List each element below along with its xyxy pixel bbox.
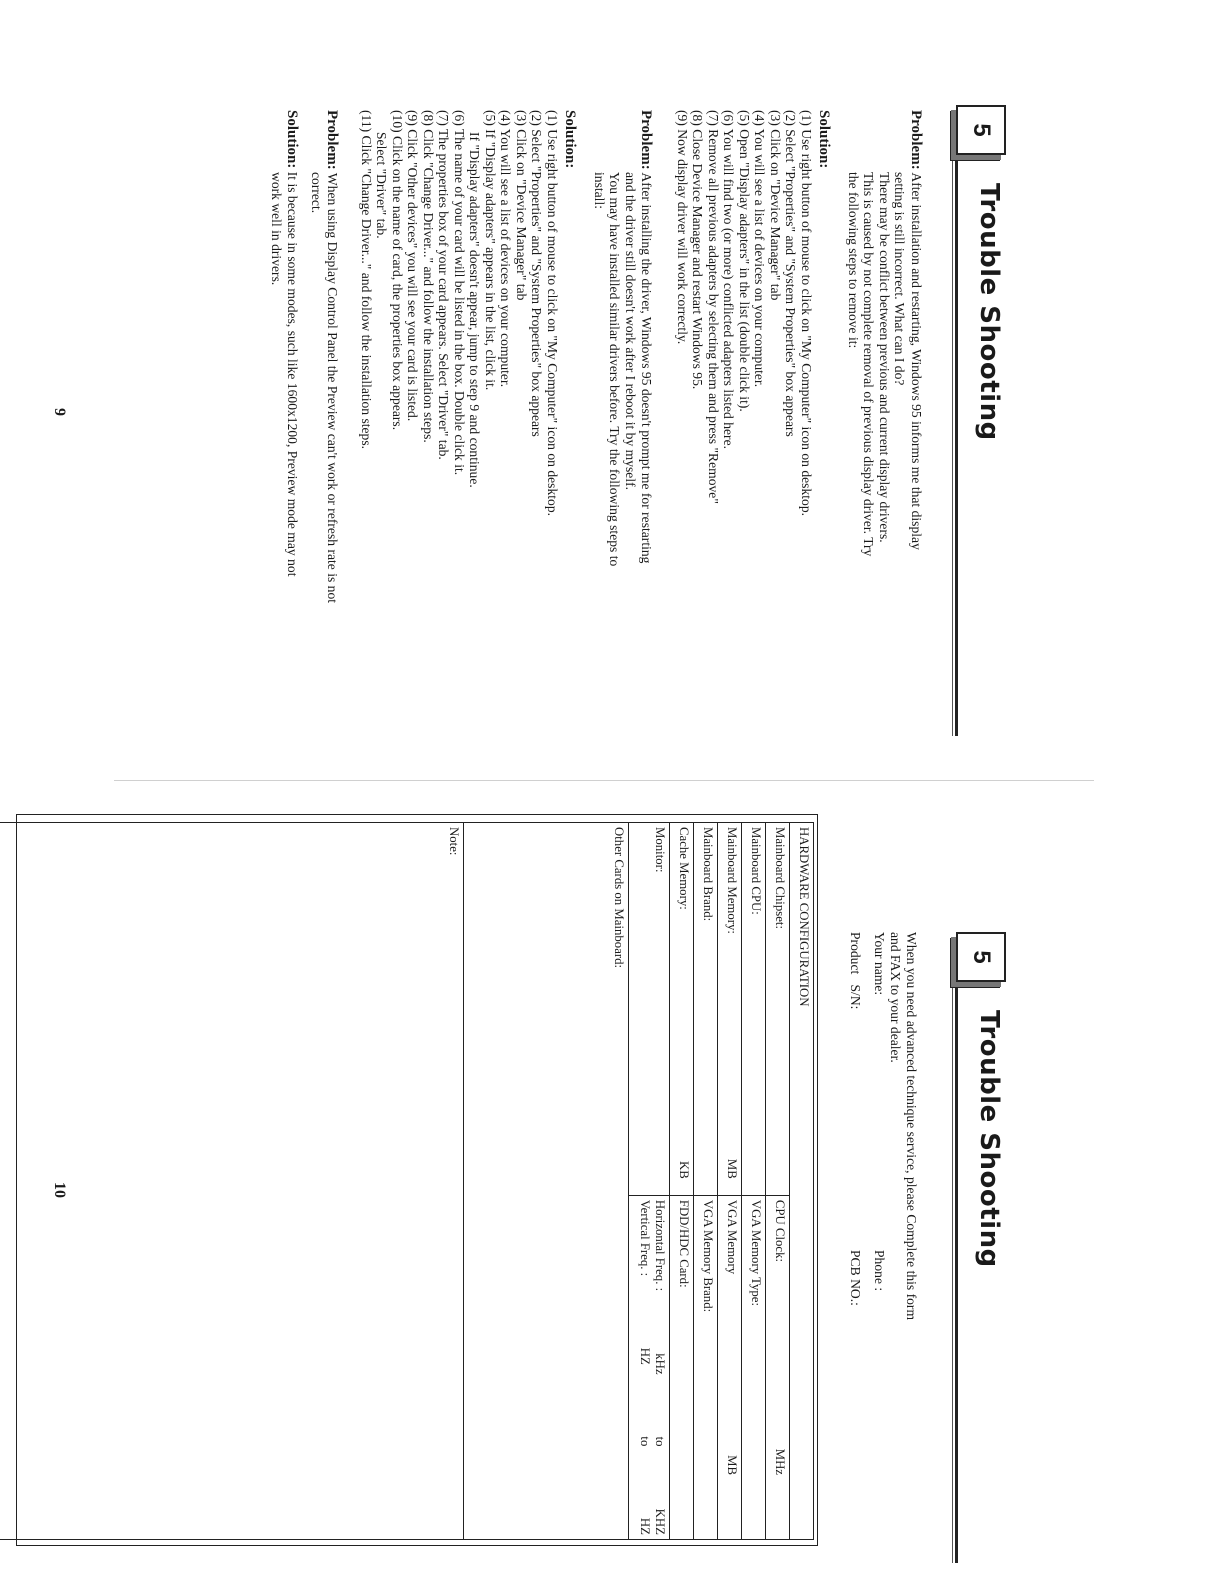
step-line: (5) If "Display adapters" appears in the list, click it. bbox=[483, 110, 498, 391]
vfreq-unit: HZ bbox=[638, 1347, 652, 1365]
step-line: (2) Select "Properties" and "System Properties" box appears bbox=[783, 110, 799, 437]
cpu-clock-cell bbox=[766, 1195, 790, 1539]
to-label: to bbox=[653, 1436, 667, 1447]
header-rule bbox=[955, 161, 958, 736]
phone-label: Phone : bbox=[872, 1250, 887, 1292]
hfreq-label: Horizontal Freq. : bbox=[653, 1199, 667, 1292]
problem-label: Problem: bbox=[908, 110, 924, 170]
step-line: (1) Use right button of mouse to click on "My Computer" icon on desktop. bbox=[799, 110, 814, 517]
chipset-cell bbox=[766, 823, 790, 1196]
cpu-cell bbox=[742, 823, 766, 1196]
cpu-clock-unit: MHz bbox=[773, 1448, 787, 1475]
problem-3-line: correct. bbox=[309, 172, 324, 214]
name-phone-row bbox=[869, 932, 887, 1572]
chapter-title: Trouble Shooting bbox=[974, 1010, 1004, 1268]
solution-1-steps bbox=[675, 110, 815, 750]
page-number: 10 bbox=[51, 1182, 68, 1198]
step-line: (6) You will find two (or more) conflicted adapters listed here. bbox=[721, 110, 737, 449]
step-line: (9) Click "Other devices" you will see your card is listed. bbox=[405, 110, 421, 422]
intro-line: and FAX to your dealer. bbox=[888, 932, 903, 1063]
solution-label: Solution: bbox=[816, 110, 833, 169]
vga-mem-label: VGA Memory bbox=[725, 1199, 739, 1275]
memory-label: Mainboard Memory: bbox=[725, 827, 739, 934]
freq-cell bbox=[629, 1195, 670, 1539]
memory-cell bbox=[718, 823, 742, 1196]
problem-2 bbox=[592, 110, 655, 750]
vga-brand-cell bbox=[694, 1195, 718, 1539]
cache-cell bbox=[670, 823, 694, 1196]
problem-2-line: After installing the driver, Windows 95 doesn't prompt me for restarting bbox=[639, 172, 655, 564]
header-rule bbox=[955, 988, 958, 1563]
table-row bbox=[742, 823, 766, 1540]
problem-1-line: After installation and restarting, Windows 95 informs me that display bbox=[909, 172, 924, 550]
step-line: (3) Click on "Device Manager" tab bbox=[768, 110, 783, 301]
page-number: 9 bbox=[51, 408, 68, 416]
solution-3-line: It is because in some modes, such like 1600x1200, Preview mode may not bbox=[285, 171, 301, 577]
problem-3 bbox=[309, 110, 341, 750]
step-line: (7) Remove all previous adapters by selecting them and press "Remove" bbox=[706, 110, 721, 504]
solution-label: Solution: bbox=[562, 110, 579, 169]
chapter-number-box: 5 bbox=[956, 105, 1006, 155]
vfreq-row bbox=[637, 1200, 652, 1535]
vga-mem-type-label: VGA Memory Type: bbox=[749, 1199, 763, 1307]
fdd-cell bbox=[670, 1195, 694, 1539]
problem-1-line: the following steps to remove it: bbox=[846, 172, 861, 349]
solution-3 bbox=[269, 110, 301, 750]
solution-label: Solution: bbox=[284, 110, 301, 169]
step-line: (7) The properties box of your card appears. Select "Driver" tab. bbox=[436, 110, 452, 460]
hw-title: HARDWARE CONFIGURATION bbox=[790, 823, 814, 1540]
problem-label: Problem: bbox=[638, 110, 655, 170]
step-line: (1) Use right button of mouse to click on "My Computer" icon on desktop. bbox=[545, 110, 560, 517]
table-row bbox=[670, 823, 694, 1540]
problem-2-line: and the driver still doesn't work after I reboot it by myself. bbox=[623, 172, 638, 491]
vfreq-unit-2: HZ bbox=[638, 1517, 652, 1535]
step-line: (9) Now display driver will work correctly. bbox=[675, 110, 690, 345]
step-line: (10) Click on the name of card, the properties box appears. bbox=[390, 110, 405, 431]
table-row bbox=[694, 823, 718, 1540]
vga-mem-type-cell bbox=[742, 1195, 766, 1539]
product-sn-label: Product S/N: bbox=[848, 932, 863, 1010]
hardware-config-table bbox=[0, 822, 814, 1540]
step-line: (8) Click "Change Driver..." and follow the installation steps. bbox=[421, 110, 436, 443]
problem-1-line: There may be conflict between previous and current display drivers. bbox=[877, 172, 892, 543]
fdd-label: FDD/HDC Card: bbox=[677, 1199, 691, 1288]
cpu-label: Mainboard CPU: bbox=[749, 827, 763, 915]
problem-2-line: install: bbox=[592, 172, 607, 210]
fold-line bbox=[114, 780, 1094, 781]
sn-pcb-row bbox=[845, 932, 863, 1572]
solution-3-line: work well in drivers. bbox=[269, 172, 284, 286]
cpu-clock-label: CPU Clock: bbox=[773, 1199, 787, 1263]
chapter-number-box: 5 bbox=[956, 932, 1006, 982]
step-line: (11) Click "Change Driver..." and follow the installation steps. bbox=[359, 110, 374, 450]
problem-1-line: setting is still incorrect. What can I do? bbox=[892, 172, 908, 386]
problem-1 bbox=[846, 110, 925, 750]
right-page bbox=[0, 792, 1224, 1584]
vga-mem-cell bbox=[718, 1195, 742, 1539]
step-line: If "Display adapters" doesn't appear, jump to step 9 and continue. bbox=[467, 132, 483, 488]
step-line: (5) Open "Display adapters" in the list (double click it). bbox=[737, 110, 752, 412]
vfreq-label: Vertical Freq. : bbox=[638, 1199, 652, 1277]
problem-3-line: When using Display Control Panel the Preview can't work or refresh rate is not bbox=[325, 172, 341, 604]
left-body bbox=[255, 110, 925, 750]
your-name-label: Your name: bbox=[872, 932, 887, 996]
note-cell bbox=[0, 823, 464, 1540]
step-line: Select "Driver" tab. bbox=[374, 132, 390, 239]
cache-label: Cache Memory: bbox=[677, 827, 691, 910]
solution-2-steps bbox=[359, 110, 561, 750]
table-row bbox=[718, 823, 742, 1540]
hfreq-unit-2: KHZ bbox=[653, 1508, 667, 1535]
chipset-label: Mainboard Chipset: bbox=[773, 827, 787, 930]
problem-1-line: This is caused by not complete removal of previous display driver. Try bbox=[861, 172, 877, 557]
other-cards-label: Other Cards on Mainboard: bbox=[612, 827, 626, 969]
vga-mem-unit: MB bbox=[725, 1455, 739, 1475]
problem-2-line: You may have installed similar drivers before. Try the following steps to bbox=[607, 172, 623, 567]
table-row bbox=[766, 823, 790, 1540]
hfreq-row bbox=[652, 1200, 667, 1535]
table-row bbox=[790, 823, 814, 1540]
monitor-label: Monitor: bbox=[653, 827, 667, 873]
step-line: (6) The name of your card will be listed in the box. Double click it. bbox=[452, 110, 467, 476]
step-line: (2) Select "Properties" and "System Properties" box appears bbox=[529, 110, 545, 437]
other-cards-cell bbox=[464, 823, 629, 1540]
service-intro bbox=[845, 932, 919, 1572]
step-line: (4) You will see a list of devices on your computer. bbox=[498, 110, 514, 388]
cache-unit: KB bbox=[677, 1161, 691, 1179]
brand-cell bbox=[694, 823, 718, 1196]
to-label: to bbox=[638, 1436, 652, 1447]
chapter-header bbox=[946, 932, 1006, 1562]
intro-line: When you need advanced technique service, please Complete this form bbox=[904, 932, 919, 1321]
note-label: Note: bbox=[447, 827, 461, 856]
problem-label: Problem: bbox=[324, 110, 341, 170]
pcb-no-label: PCB NO.: bbox=[848, 1250, 863, 1306]
vga-brand-label: VGA Memory Brand: bbox=[701, 1199, 715, 1313]
memory-unit: MB bbox=[725, 1158, 739, 1179]
hfreq-unit: kHz bbox=[653, 1353, 667, 1375]
brand-label: Mainboard Brand: bbox=[701, 827, 715, 922]
monitor-cell bbox=[629, 823, 670, 1196]
header-rule-thin bbox=[952, 161, 953, 736]
chapter-header bbox=[946, 105, 1006, 735]
table-row bbox=[629, 823, 670, 1540]
step-line: (8) Close Device Manager and restart Windows 95. bbox=[690, 110, 706, 390]
chapter-title: Trouble Shooting bbox=[974, 183, 1004, 441]
header-rule-thin bbox=[952, 988, 953, 1563]
table-row bbox=[0, 823, 464, 1540]
table-row bbox=[464, 823, 629, 1540]
step-line: (4) You will see a list of devices on your computer. bbox=[752, 110, 768, 388]
step-line: (3) Click on "Device Manager" tab bbox=[514, 110, 529, 301]
